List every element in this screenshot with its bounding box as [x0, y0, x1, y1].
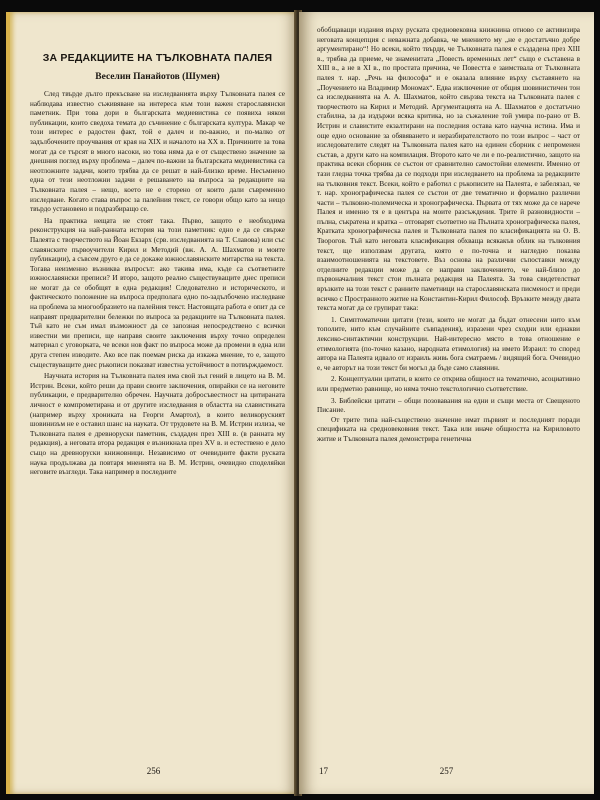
article-title: ЗА РЕДАКЦИИТЕ НА ТЪЛКОВНАТА ПАЛЕЯ	[42, 52, 273, 64]
paragraph: На практика нещата не стоят така. Първо, защото е необходима реконструкция на най-ранната история на този паметник: едно е да се свърже Палеята с творчеството на Йоан Екзарх (срв. изследванията на Т. Славова) или със славянските първоучители Кирил и Методий (вж. А. А. Шахматов и моите публикации), а съвсем друго е да се докаже южнославянските митарства на текста. Тогава неизменно възниква въпросът: ако такива има, къде са съответните южнославянски преписи? И второ, защото реално съществуващите днес преписи не могат да се обобщят в една редакция! Следователно и историческото, и фактическото положение на въпроса предполага едно по-задълбочено изследване на проблема за многообразието на палейния текст. Настоящата работа е опит да се направят предварителни бележки по въпроса за редакциите на Тълковната палея. Тъй като не съм имал възможност да се запозная непосредствено с всички известни ми преписи, ще направя своите заключения върху точно определен материал с уговорката, че всеки нов факт по въпроса може да промени в една или друга степен изводите. Ако все пак поемам риска да изкажа мнение, то е, защото съществуващите днес ръкописи показват известна устойчивост в потвърждаемост.	[30, 216, 285, 369]
signature-mark: 17	[319, 766, 328, 776]
paragraph: Научната история на Тълковната палея има свой зъл гений в лицето на В. М. Истрин. Всеки, който реши да прави своите заключения, опирайки се на неговите публикации, е предварително обречен. Научната добросъвестност на цитираната личност е компрометирана и от другите изследвания в областта на славистиката (например върху хрониката на Георги Амартол), в които великоруският шовинизъм не е оставил шанс на науката. От трудовете на В. М. Истрин излиза, че Тълковната палея е древноруски паметник, създаден през XIII в. (в ранната му редакция), а неговата втора редакция е възникнала през XV в. и естествено е дело също на древноруски книжовници. Независимо от очевидните факти руската наука продължава да повтаря мненията на В. М. Истрин, очевидно споделяйки неговите възгледи. Така например в последните	[30, 372, 285, 477]
page-number: 256	[146, 766, 161, 776]
page-number: 257	[439, 766, 454, 776]
list-item: 1. Симптоматични цитати (тези, които не могат да бъдат отнесени нито към тополите, нито към случайните съвпадения), изразени чрез сходни или еднакви лексико-синтактични конструкции. Най-интересно място в това отношение е етимологията (по-точно казано, народната етимология) на името Израил: то според автора на Палеята идвало от израиль живь бога сматраемь / видящий бога. Очевидно е, че авторът на този текст би могъл да бъде само славянин.	[317, 315, 580, 372]
paragraph: От трите типа най-съществено значение имат първият и последният поради спецификата на средновековния текст. Така или иначе общността на Кириловото житие и Тълковната палея демонстрира генетична	[317, 415, 580, 443]
paragraph: След твърде дълго прекъсване на изследванията върху Тълковната палея се наблюдава известно съживяване на интереса към този важен старославянски паметник. При това дори в българската медиевистика се появиха някои публикации, които сведоха темата до съчинение с българската култура. Макар че този интерес е радостен факт, той е далеч и по-важно, и по-малко от задълбочените проучвания от края на XIX и началото на XX в. Причините за това могат да се търсят в много насоки, но това няма да е от съществено значение за днешния поглед върху проблема – далеч по-важни за българската медиевистика са неотложните задачи, които трябва да се решат в най-близко време. Несъмнено една от тези неотложни задачи е решаването на въпроса за редакциите на Тълковната палея – нещо, което не е сторено от които дали съвременно изследване. Когато става въпрос за палейния текст, се говори общо като за нещо твърдо установено и подразбиращо се.	[30, 90, 285, 214]
article-author: Веселин Панайотов (Шумен)	[95, 72, 220, 82]
paragraph: обобщаващи издания върху руската средновековна книжнина отново се активизира неговата концепция с неважната добавка, че мнението му „не е достатъчно добре аргументирано“! Но всеки, който твърди, че Тълковната палея е създадена през XIII в., трябва да приеме, че знаменитата „Повесть временных лет“ също е съставена в XIII в., а не в XI в., по простата причина, че Повестта е заимствала от Тълковната палея т. нар. „Речь на философа“ и е оказала влияние върху съставянето на „Поучението на Владимир Мономах“. Едва изключение от общия шовинистичен тон са изследванията на А. А. Шахматов, който свързва текста на Тълковната палея с творчеството на Кирил и Методий. Аргументацията на А. Шахматов е достатъчно стабилна, за да издържи всяка критика, но за съжаление той умира по-рано от В. Истрин и славистите екзалтирани на последния остава като научна истина. Има и още едно основание за обявяването и неразбирателството по този въпрос – част от изследователите следят на Тълковната палея като на единен сборник с непроменен състав, а други като на компилация. Второто като че ли е по-реалистично, защото на практика всеки сборник се състои от сравнително самостойни елементи. Именно от тази гледна точка трябва да се подходи при изследването на проблема за редакциите на тълковния текст. Всеки, който е работил с ръкописите на Палеята, е забелязал, че т. нар. хронографическа палея се състои от две тематично и формално различни части – тълковно-полемическа и хронографическа. Първата от тях може да се нарече Палея и именно тя е в центъра на моите разсъждения. Трите й разновидности – пълна, съкратена и кратка – отговарят съответно на Пълната хронографическа палея, Кратката хронографическа палея и Тълковната палея по класификацията на О. В. Творогов. Тъй като неговата класификация обхваща всякакъв облик на тълковния текст, ще използвам другата, която е по-точна и нагледно показва взаимоотношенията на текстовете. Въз основа на различни съпоставки между отделните редакции може да се направи заключението, че най-близо до първоначалния текст стои пълната редакция на Палеята. За това свидетелстват връзките на този текст с ранните паметници на старославянската писменост и преди всичко с Пространното житие на Константин-Кирил Философ. Връзките между двата текста могат да се групират така:	[317, 26, 580, 313]
right-page	[299, 12, 594, 794]
list-item: 2. Концептуални цитати, в които се открива общност на тематично, асоциативно или предметно равнище, но няма точно текстологично съответствие.	[317, 375, 580, 393]
list-item: 3. Библейски цитати – общи позовавания на едни и същи места от Свещеното Писание.	[317, 396, 580, 415]
left-page	[6, 12, 297, 794]
